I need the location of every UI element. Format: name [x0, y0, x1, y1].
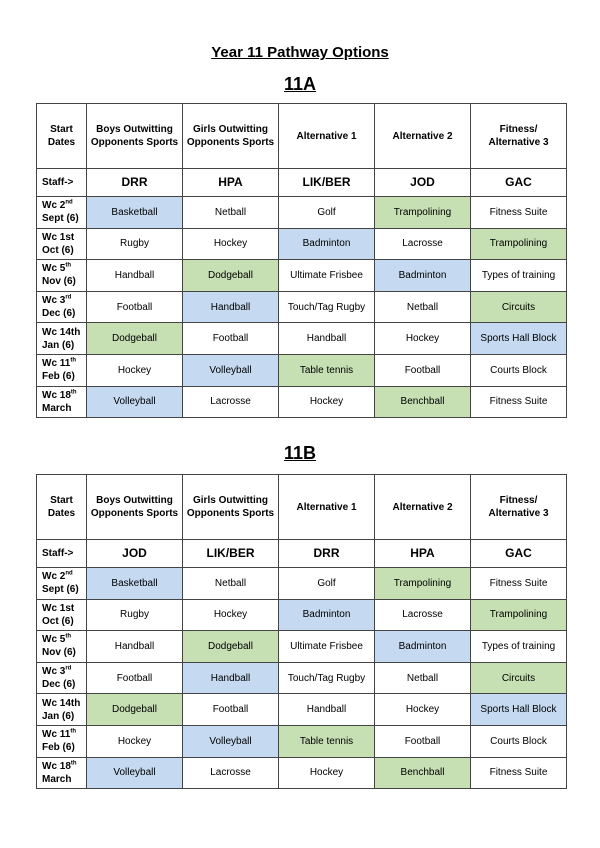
week-label-text: Wc 11 [42, 729, 71, 741]
week-label-month: Nov (6) [42, 647, 76, 659]
activity-cell: Hockey [279, 757, 375, 789]
week-label-text: Wc 18 [42, 760, 71, 772]
activity-cell: Lacrosse [375, 599, 471, 631]
week-label-month: Jan (6) [42, 339, 75, 351]
week-label-text: Wc 1st [42, 231, 75, 243]
activity-cell: Football [87, 291, 183, 323]
staff-cell: GAC [471, 169, 567, 197]
activity-cell: Touch/Tag Rugby [279, 291, 375, 323]
staff-cell: GAC [471, 540, 567, 568]
table-row [37, 757, 567, 789]
activity-cell: Trampolining [471, 228, 567, 260]
table-row [37, 323, 567, 355]
activity-cell: Hockey [183, 599, 279, 631]
section-title-11a: 11A [283, 74, 317, 94]
header-row [37, 475, 567, 540]
activity-cell: Dodgeball [183, 631, 279, 663]
column-header: Girls Outwitting Opponents Sports [183, 104, 279, 169]
staff-cell: DRR [279, 540, 375, 568]
page-title: Year 11 Pathway Options [211, 44, 389, 61]
activity-cell: Handball [183, 662, 279, 694]
week-label-text: Wc 2 [42, 571, 66, 583]
column-header: Alternative 2 [375, 104, 471, 169]
week-label-text: Wc 5 [42, 634, 66, 646]
week-label-month: Oct (6) [42, 615, 74, 627]
activity-cell: Football [375, 725, 471, 757]
activity-cell: Table tennis [279, 354, 375, 386]
column-header: Fitness/ Alternative 3 [471, 104, 567, 169]
activity-cell: Sports Hall Block [471, 694, 567, 726]
header-row [37, 104, 567, 169]
table-row [37, 228, 567, 260]
week-label-text: Wc 18 [42, 389, 71, 401]
staff-label: Staff-> [37, 540, 87, 568]
week-label-month: Dec (6) [42, 308, 76, 320]
week-label-text: Wc 5 [42, 263, 66, 275]
column-header: Alternative 1 [279, 475, 375, 540]
column-header: Girls Outwitting Opponents Sports [183, 475, 279, 540]
activity-cell: Benchball [375, 757, 471, 789]
week-label-month: Oct (6) [42, 244, 74, 256]
activity-cell: Football [183, 323, 279, 355]
activity-cell: Hockey [87, 354, 183, 386]
week-label-month: Jan (6) [42, 710, 75, 722]
activity-cell: Badminton [279, 599, 375, 631]
activity-cell: Volleyball [183, 354, 279, 386]
table-row [37, 631, 567, 663]
activity-cell: Circuits [471, 291, 567, 323]
activity-cell: Lacrosse [183, 386, 279, 418]
activity-cell: Benchball [375, 386, 471, 418]
activity-cell: Fitness Suite [471, 568, 567, 600]
week-label-text: Wc 11 [42, 358, 71, 370]
week-label [37, 694, 87, 726]
week-label [37, 260, 87, 292]
week-label-month: Nov (6) [42, 276, 76, 288]
activity-cell: Netball [375, 662, 471, 694]
section-title-11b: 11B [283, 443, 317, 463]
activity-cell: Types of training [471, 631, 567, 663]
activity-cell: Football [375, 354, 471, 386]
column-header: Start Dates [37, 475, 87, 540]
activity-cell: Dodgeball [87, 323, 183, 355]
activity-cell: Football [183, 694, 279, 726]
table-row [37, 599, 567, 631]
column-header: Boys Outwitting Opponents Sports [87, 475, 183, 540]
activity-cell: Golf [279, 568, 375, 600]
activity-cell: Volleyball [87, 757, 183, 789]
week-label [37, 662, 87, 694]
activity-cell: Trampolining [375, 197, 471, 229]
staff-cell: DRR [87, 169, 183, 197]
week-label-suffix: rd [65, 665, 72, 672]
table-row [37, 354, 567, 386]
activity-cell: Lacrosse [375, 228, 471, 260]
week-label [37, 386, 87, 418]
table-row [37, 725, 567, 757]
activity-cell: Volleyball [183, 725, 279, 757]
activity-cell: Types of training [471, 260, 567, 292]
staff-cell: HPA [375, 540, 471, 568]
week-label-month: Sept (6) [42, 213, 79, 225]
activity-cell: Hockey [183, 228, 279, 260]
week-label-text: Wc 1st [42, 602, 75, 614]
table-row [37, 694, 567, 726]
staff-cell: JOD [375, 169, 471, 197]
week-label [37, 568, 87, 600]
week-label-suffix: rd [65, 294, 72, 301]
activity-cell: Rugby [87, 228, 183, 260]
activity-cell: Golf [279, 197, 375, 229]
activity-cell: Fitness Suite [471, 757, 567, 789]
week-label-suffix: th [70, 389, 77, 396]
activity-cell: Handball [183, 291, 279, 323]
table-row [37, 568, 567, 600]
activity-cell: Badminton [279, 228, 375, 260]
table-row [37, 662, 567, 694]
activity-cell: Courts Block [471, 725, 567, 757]
week-label-text: Wc 14th [42, 326, 81, 338]
week-label [37, 228, 87, 260]
activity-cell: Handball [279, 694, 375, 726]
week-label-month: March [42, 773, 72, 785]
activity-cell: Hockey [375, 323, 471, 355]
week-label-suffix: th [70, 760, 77, 767]
activity-cell: Rugby [87, 599, 183, 631]
staff-cell: JOD [87, 540, 183, 568]
activity-cell: Netball [183, 197, 279, 229]
activity-cell: Hockey [279, 386, 375, 418]
activity-cell: Hockey [375, 694, 471, 726]
week-label-suffix: th [70, 357, 77, 364]
activity-cell: Volleyball [87, 386, 183, 418]
week-label-suffix: th [65, 263, 72, 270]
activity-cell: Dodgeball [87, 694, 183, 726]
staff-row [37, 540, 567, 568]
activity-cell: Badminton [375, 260, 471, 292]
week-label [37, 757, 87, 789]
activity-cell: Fitness Suite [471, 197, 567, 229]
week-label [37, 323, 87, 355]
schedule-table-11b [36, 474, 567, 789]
activity-cell: Netball [375, 291, 471, 323]
column-header: Alternative 1 [279, 104, 375, 169]
column-header: Alternative 2 [375, 475, 471, 540]
activity-cell: Dodgeball [183, 260, 279, 292]
activity-cell: Fitness Suite [471, 386, 567, 418]
activity-cell: Table tennis [279, 725, 375, 757]
week-label-suffix: th [70, 728, 77, 735]
week-label [37, 599, 87, 631]
schedule-table-11a [36, 103, 567, 418]
staff-row [37, 169, 567, 197]
activity-cell: Handball [87, 260, 183, 292]
week-label-month: Sept (6) [42, 584, 79, 596]
week-label-text: Wc 3 [42, 295, 66, 307]
week-label-text: Wc 14th [42, 697, 81, 709]
activity-cell: Hockey [87, 725, 183, 757]
activity-cell: Lacrosse [183, 757, 279, 789]
activity-cell: Touch/Tag Rugby [279, 662, 375, 694]
week-label [37, 197, 87, 229]
table-row [37, 291, 567, 323]
staff-cell: HPA [183, 169, 279, 197]
week-label [37, 291, 87, 323]
week-label-text: Wc 2 [42, 200, 66, 212]
week-label-month: Feb (6) [42, 742, 75, 754]
activity-cell: Trampolining [375, 568, 471, 600]
week-label-month: March [42, 402, 72, 414]
week-label-text: Wc 3 [42, 666, 66, 678]
activity-cell: Courts Block [471, 354, 567, 386]
week-label-suffix: th [65, 634, 72, 641]
activity-cell: Basketball [87, 568, 183, 600]
week-label [37, 631, 87, 663]
table-row [37, 386, 567, 418]
activity-cell: Basketball [87, 197, 183, 229]
activity-cell: Badminton [375, 631, 471, 663]
column-header: Fitness/ Alternative 3 [471, 475, 567, 540]
table-row [37, 260, 567, 292]
activity-cell: Ultimate Frisbee [279, 631, 375, 663]
staff-cell: LIK/BER [279, 169, 375, 197]
staff-label: Staff-> [37, 169, 87, 197]
activity-cell: Netball [183, 568, 279, 600]
week-label-suffix: nd [65, 199, 73, 206]
column-header: Start Dates [37, 104, 87, 169]
week-label-suffix: nd [65, 570, 73, 577]
activity-cell: Circuits [471, 662, 567, 694]
column-header: Boys Outwitting Opponents Sports [87, 104, 183, 169]
activity-cell: Sports Hall Block [471, 323, 567, 355]
activity-cell: Ultimate Frisbee [279, 260, 375, 292]
week-label-month: Dec (6) [42, 679, 76, 691]
activity-cell: Handball [279, 323, 375, 355]
week-label [37, 725, 87, 757]
week-label-month: Feb (6) [42, 371, 75, 383]
activity-cell: Football [87, 662, 183, 694]
activity-cell: Handball [87, 631, 183, 663]
table-row [37, 197, 567, 229]
staff-cell: LIK/BER [183, 540, 279, 568]
activity-cell: Trampolining [471, 599, 567, 631]
week-label [37, 354, 87, 386]
